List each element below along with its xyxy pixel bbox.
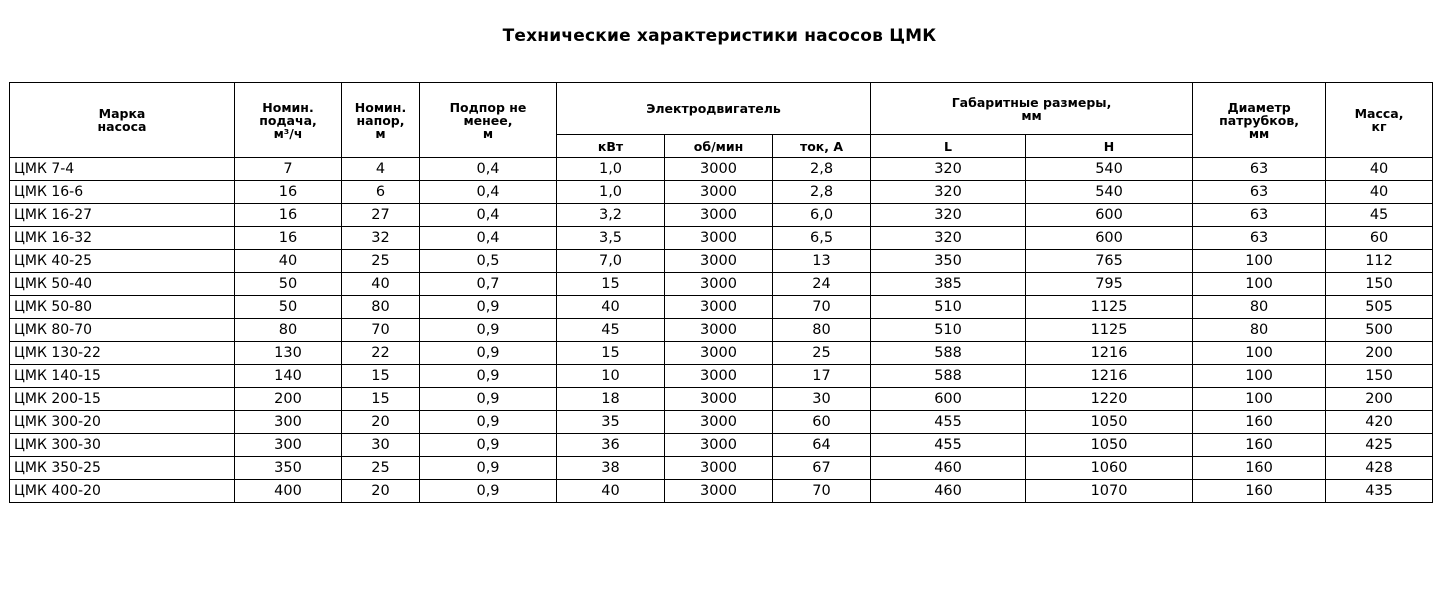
cell-motor-rpm: 3000 [665,319,773,342]
cell-npsh: 0,4 [420,158,557,181]
cell-head: 30 [342,434,420,457]
cell-motor-kw: 15 [557,342,665,365]
cell-motor-rpm: 3000 [665,296,773,319]
cell-diameter: 80 [1193,319,1326,342]
cell-diameter: 80 [1193,296,1326,319]
cell-flow: 80 [235,319,342,342]
cell-diameter: 63 [1193,204,1326,227]
cell-npsh: 0,9 [420,480,557,503]
cell-dim-h: 540 [1026,181,1193,204]
cell-flow: 200 [235,388,342,411]
cell-dim-h: 1050 [1026,434,1193,457]
cell-flow: 50 [235,296,342,319]
cell-pump-model: ЦМК 140-15 [10,365,235,388]
cell-mass: 150 [1326,365,1433,388]
cell-dim-h: 1125 [1026,319,1193,342]
cell-dim-l: 460 [871,480,1026,503]
cell-motor-current: 6,0 [773,204,871,227]
cell-dim-l: 320 [871,204,1026,227]
cell-motor-kw: 45 [557,319,665,342]
table-row [10,250,1433,273]
cell-diameter: 100 [1193,250,1326,273]
cell-motor-current: 70 [773,296,871,319]
col-header-motor: Электродвигатель [557,83,871,135]
cell-motor-rpm: 3000 [665,388,773,411]
cell-npsh: 0,9 [420,434,557,457]
cell-diameter: 160 [1193,434,1326,457]
cell-motor-current: 2,8 [773,181,871,204]
cell-head: 15 [342,388,420,411]
cell-mass: 60 [1326,227,1433,250]
cell-mass: 425 [1326,434,1433,457]
cell-motor-kw: 3,5 [557,227,665,250]
cell-motor-kw: 36 [557,434,665,457]
cell-head: 20 [342,480,420,503]
cell-pump-model: ЦМК 16-32 [10,227,235,250]
cell-dim-h: 1216 [1026,342,1193,365]
cell-motor-rpm: 3000 [665,273,773,296]
cell-dim-l: 385 [871,273,1026,296]
cell-head: 27 [342,204,420,227]
cell-motor-kw: 10 [557,365,665,388]
cell-motor-kw: 15 [557,273,665,296]
cell-head: 20 [342,411,420,434]
cell-motor-current: 30 [773,388,871,411]
page-title: Технические характеристики насосов ЦМК [502,26,937,46]
cell-npsh: 0,9 [420,388,557,411]
cell-motor-rpm: 3000 [665,158,773,181]
cell-motor-kw: 40 [557,296,665,319]
pump-specs-table [9,82,1433,503]
cell-head: 32 [342,227,420,250]
cell-dim-l: 510 [871,319,1026,342]
cell-npsh: 0,9 [420,457,557,480]
cell-npsh: 0,9 [420,411,557,434]
cell-motor-kw: 3,2 [557,204,665,227]
cell-motor-current: 70 [773,480,871,503]
col-header-motor-current: ток, А [773,135,871,158]
cell-head: 15 [342,365,420,388]
cell-motor-current: 25 [773,342,871,365]
cell-head: 4 [342,158,420,181]
cell-dim-h: 1216 [1026,365,1193,388]
cell-npsh: 0,4 [420,181,557,204]
cell-motor-current: 60 [773,411,871,434]
cell-flow: 300 [235,411,342,434]
cell-motor-current: 13 [773,250,871,273]
cell-pump-model: ЦМК 350-25 [10,457,235,480]
table-row [10,296,1433,319]
cell-pump-model: ЦМК 50-40 [10,273,235,296]
cell-pump-model: ЦМК 40-25 [10,250,235,273]
table-row [10,457,1433,480]
table-row [10,227,1433,250]
col-header-dims-h: H [1026,135,1193,158]
cell-diameter: 160 [1193,457,1326,480]
cell-motor-rpm: 3000 [665,227,773,250]
cell-flow: 16 [235,227,342,250]
cell-motor-current: 24 [773,273,871,296]
cell-dim-h: 1125 [1026,296,1193,319]
cell-flow: 16 [235,181,342,204]
cell-motor-kw: 40 [557,480,665,503]
cell-diameter: 100 [1193,342,1326,365]
cell-dim-h: 540 [1026,158,1193,181]
cell-motor-rpm: 3000 [665,411,773,434]
cell-mass: 112 [1326,250,1433,273]
cell-mass: 200 [1326,342,1433,365]
cell-dim-l: 460 [871,457,1026,480]
cell-pump-model: ЦМК 50-80 [10,296,235,319]
cell-flow: 400 [235,480,342,503]
col-header-dims: Габаритные размеры, мм [871,83,1193,135]
cell-motor-rpm: 3000 [665,250,773,273]
cell-npsh: 0,9 [420,342,557,365]
cell-mass: 505 [1326,296,1433,319]
cell-diameter: 63 [1193,181,1326,204]
cell-motor-current: 67 [773,457,871,480]
cell-diameter: 100 [1193,273,1326,296]
cell-head: 22 [342,342,420,365]
cell-head: 6 [342,181,420,204]
table-row [10,480,1433,503]
cell-motor-kw: 18 [557,388,665,411]
cell-motor-rpm: 3000 [665,204,773,227]
cell-flow: 16 [235,204,342,227]
cell-diameter: 160 [1193,480,1326,503]
cell-dim-l: 588 [871,365,1026,388]
cell-dim-h: 1220 [1026,388,1193,411]
cell-dim-l: 455 [871,411,1026,434]
cell-npsh: 0,9 [420,319,557,342]
table-row [10,388,1433,411]
col-header-dims-l: L [871,135,1026,158]
cell-flow: 300 [235,434,342,457]
cell-pump-model: ЦМК 7-4 [10,158,235,181]
table-row [10,411,1433,434]
cell-motor-current: 17 [773,365,871,388]
cell-head: 80 [342,296,420,319]
cell-dim-h: 600 [1026,204,1193,227]
cell-dim-h: 795 [1026,273,1193,296]
cell-flow: 130 [235,342,342,365]
cell-diameter: 63 [1193,227,1326,250]
col-header-flow: Номин. подача, м³/ч [235,83,342,158]
cell-dim-l: 350 [871,250,1026,273]
cell-flow: 40 [235,250,342,273]
cell-head: 25 [342,250,420,273]
cell-motor-rpm: 3000 [665,342,773,365]
table-row [10,365,1433,388]
cell-motor-current: 6,5 [773,227,871,250]
cell-mass: 428 [1326,457,1433,480]
col-header-npsh: Подпор не менее, м [420,83,557,158]
cell-dim-h: 1060 [1026,457,1193,480]
cell-dim-h: 600 [1026,227,1193,250]
col-header-brand: Марка насоса [10,83,235,158]
cell-pump-model: ЦМК 16-6 [10,181,235,204]
cell-dim-l: 320 [871,181,1026,204]
cell-npsh: 0,5 [420,250,557,273]
cell-motor-rpm: 3000 [665,480,773,503]
cell-mass: 45 [1326,204,1433,227]
cell-head: 70 [342,319,420,342]
cell-flow: 140 [235,365,342,388]
cell-pump-model: ЦМК 16-27 [10,204,235,227]
cell-dim-h: 1050 [1026,411,1193,434]
cell-flow: 7 [235,158,342,181]
table-row [10,342,1433,365]
cell-npsh: 0,7 [420,273,557,296]
cell-mass: 150 [1326,273,1433,296]
col-header-mass: Масса, кг [1326,83,1433,158]
cell-motor-kw: 7,0 [557,250,665,273]
col-header-motor-kw: кВт [557,135,665,158]
cell-npsh: 0,9 [420,365,557,388]
cell-head: 25 [342,457,420,480]
cell-mass: 500 [1326,319,1433,342]
cell-mass: 40 [1326,158,1433,181]
cell-motor-rpm: 3000 [665,181,773,204]
cell-flow: 350 [235,457,342,480]
table-row [10,273,1433,296]
cell-motor-rpm: 3000 [665,365,773,388]
cell-mass: 40 [1326,181,1433,204]
cell-npsh: 0,4 [420,204,557,227]
cell-npsh: 0,9 [420,296,557,319]
cell-motor-rpm: 3000 [665,434,773,457]
cell-pump-model: ЦМК 80-70 [10,319,235,342]
cell-motor-rpm: 3000 [665,457,773,480]
cell-motor-kw: 1,0 [557,181,665,204]
cell-diameter: 160 [1193,411,1326,434]
table-body [10,158,1433,503]
table-row [10,319,1433,342]
table-row [10,434,1433,457]
cell-flow: 50 [235,273,342,296]
cell-mass: 420 [1326,411,1433,434]
col-header-diameter: Диаметр патрубков, мм [1193,83,1326,158]
cell-motor-kw: 38 [557,457,665,480]
cell-head: 40 [342,273,420,296]
cell-pump-model: ЦМК 300-30 [10,434,235,457]
cell-pump-model: ЦМК 200-15 [10,388,235,411]
cell-npsh: 0,4 [420,227,557,250]
table-header [10,83,1433,158]
cell-diameter: 100 [1193,365,1326,388]
cell-dim-l: 510 [871,296,1026,319]
cell-motor-current: 64 [773,434,871,457]
cell-dim-h: 765 [1026,250,1193,273]
cell-diameter: 63 [1193,158,1326,181]
table-row [10,204,1433,227]
cell-dim-l: 455 [871,434,1026,457]
table-row [10,158,1433,181]
cell-motor-current: 80 [773,319,871,342]
cell-motor-current: 2,8 [773,158,871,181]
col-header-motor-rpm: об/мин [665,135,773,158]
cell-dim-l: 600 [871,388,1026,411]
cell-dim-h: 1070 [1026,480,1193,503]
table-row [10,181,1433,204]
cell-mass: 200 [1326,388,1433,411]
cell-mass: 435 [1326,480,1433,503]
cell-pump-model: ЦМК 130-22 [10,342,235,365]
cell-dim-l: 320 [871,227,1026,250]
cell-dim-l: 320 [871,158,1026,181]
cell-pump-model: ЦМК 400-20 [10,480,235,503]
cell-dim-l: 588 [871,342,1026,365]
col-header-head: Номин. напор, м [342,83,420,158]
cell-pump-model: ЦМК 300-20 [10,411,235,434]
cell-motor-kw: 35 [557,411,665,434]
cell-motor-kw: 1,0 [557,158,665,181]
cell-diameter: 100 [1193,388,1326,411]
